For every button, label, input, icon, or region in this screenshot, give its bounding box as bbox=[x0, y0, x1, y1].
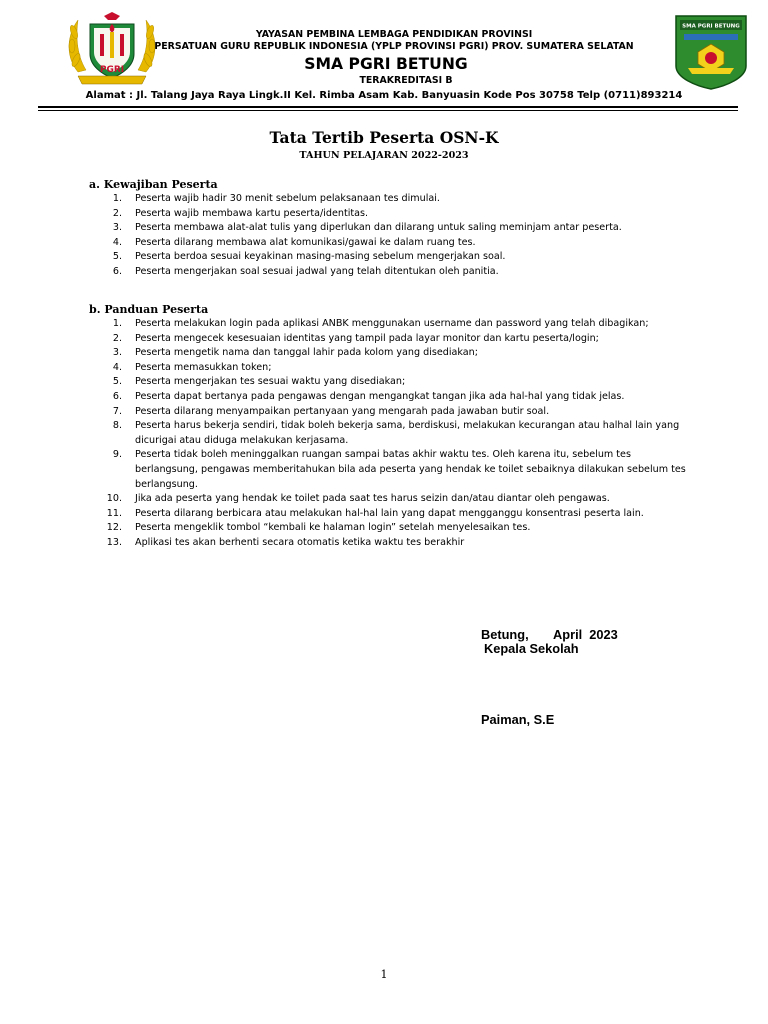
list-item-number: 5. bbox=[112, 251, 122, 263]
list-item-number: 6. bbox=[112, 265, 122, 277]
list-item-text: Peserta wajib membawa kartu peserta/identitas. bbox=[135, 207, 369, 219]
list-item-number: 4. bbox=[112, 361, 122, 373]
list-item bbox=[100, 507, 720, 522]
list-item bbox=[100, 317, 720, 332]
list-item bbox=[100, 265, 720, 280]
list-item-text: Peserta mengetik nama dan tanggal lahir pada kolom yang disediakan; bbox=[135, 347, 478, 359]
document-title: Tata Tertib Peserta OSN-K bbox=[269, 128, 499, 147]
list-item bbox=[100, 405, 720, 420]
list-item-text: Peserta mengerjakan tes sesuai waktu yang disediakan; bbox=[135, 376, 406, 388]
list-item-number: 9. bbox=[112, 449, 122, 461]
list-item-text: Peserta dilarang menyampaikan pertanyaan yang mengarah pada jawaban butir soal. bbox=[135, 405, 550, 417]
letterhead-yayasan: YAYASAN PEMBINA LEMBAGA PENDIDIKAN PROVINSI bbox=[255, 29, 533, 40]
list-item bbox=[100, 375, 720, 390]
list-item-number: 1. bbox=[112, 318, 122, 329]
list-item-text: Peserta dapat bertanya pada pengawas dengan mengangkat tangan jika ada hal-hal yang tidak jelas. bbox=[135, 390, 625, 402]
list-item bbox=[100, 492, 720, 507]
list-item-number: 1. bbox=[112, 193, 122, 204]
list-item-text: Peserta mengecek kesesuaian identitas yang tampil pada layar monitor dan kartu peserta/login; bbox=[135, 332, 599, 344]
list-item bbox=[100, 250, 720, 265]
list-item-number: 3. bbox=[112, 222, 122, 234]
list-item-number: 7. bbox=[112, 405, 122, 417]
list-item bbox=[100, 332, 720, 347]
section-b-list bbox=[100, 317, 720, 551]
signature-name: Paiman, S.E bbox=[481, 712, 555, 727]
list-item-text: Peserta berdoa sesuai keyakinan masing-masing sebelum mengerjakan soal. bbox=[135, 251, 506, 263]
list-item-number: 3. bbox=[112, 347, 122, 359]
list-item-number: 10. bbox=[106, 493, 122, 505]
list-item bbox=[100, 448, 720, 492]
list-item-text: Peserta mengerjakan soal sesuai jadwal yang telah ditentukan oleh panitia. bbox=[135, 265, 499, 277]
list-item-text: Peserta melakukan login pada aplikasi ANBK menggunakan username dan password yang telah dibagikan; bbox=[135, 318, 649, 329]
list-item bbox=[100, 346, 720, 361]
list-item-text: Peserta mengeklik tombol “kembali ke halaman login” setelah menyelesaikan tes. bbox=[135, 522, 531, 534]
letterhead-school-name: SMA PGRI BETUNG bbox=[304, 55, 468, 73]
list-item bbox=[100, 207, 720, 222]
letterhead-divider-thick bbox=[38, 106, 738, 108]
list-item-number: 4. bbox=[112, 236, 122, 248]
list-item-number: 2. bbox=[112, 207, 122, 219]
list-item-text: Peserta dilarang berbicara atau melakukan hal-hal lain yang dapat mengganggu konsentrasi peserta lain. bbox=[135, 507, 644, 519]
list-item bbox=[100, 390, 720, 405]
list-item-text: Peserta membawa alat-alat tulis yang diperlukan dan dilarang untuk saling meminjam antar peserta. bbox=[135, 222, 622, 234]
list-item bbox=[100, 536, 720, 551]
list-item-text: Aplikasi tes akan berhenti secara otomatis ketika waktu tes berakhir bbox=[135, 536, 465, 548]
section-b-heading: b. Panduan Peserta bbox=[89, 303, 209, 316]
list-item bbox=[100, 521, 720, 536]
list-item-number: 12. bbox=[106, 522, 122, 534]
list-item-text: Peserta harus bekerja sendiri, tidak boleh bekerja sama, berdiskusi, melakukan kecurangan atau halhal lain yang dicurigai atau diduga melakukan kerjasama. bbox=[135, 420, 680, 446]
list-item bbox=[100, 221, 720, 236]
list-item-text: Peserta tidak boleh meninggalkan ruangan sampai batas akhir waktu tes. Oleh karena itu, sebelum tes berlangsung, pengawas memberitahukan bila ada peserta yang hendak ke toilet sebaiknya dilakukan sebelum tes berlangsung. bbox=[135, 449, 686, 490]
signature-role: Kepala Sekolah bbox=[484, 641, 579, 656]
document-subtitle: TAHUN PELAJARAN 2022-2023 bbox=[299, 150, 469, 161]
list-item-text: Jika ada peserta yang hendak ke toilet pada saat tes harus seizin dan/atau diantar oleh pengawas. bbox=[135, 493, 610, 505]
signature-place-date: Betung, April 2023 bbox=[481, 627, 618, 642]
list-item-number: 2. bbox=[112, 332, 122, 344]
list-item bbox=[100, 419, 720, 448]
letterhead-address: Alamat : Jl. Talang Jaya Raya Lingk.II Kel. Rimba Asam Kab. Banyuasin Kode Pos 30758 Telp (0711)893214 bbox=[85, 90, 683, 101]
section-a-heading: a. Kewajiban Peserta bbox=[89, 178, 218, 191]
section-a-list bbox=[100, 192, 720, 280]
list-item bbox=[100, 361, 720, 376]
list-item-number: 13. bbox=[106, 536, 122, 548]
svg-text:SMA PGRI BETUNG: SMA PGRI BETUNG bbox=[682, 23, 740, 30]
list-item bbox=[100, 192, 720, 207]
letterhead-divider-thin bbox=[38, 110, 738, 111]
list-item-text: Peserta wajib hadir 30 menit sebelum pelaksanaan tes dimulai. bbox=[135, 193, 440, 204]
letterhead-organization: PERSATUAN GURU REPUBLIK INDONESIA (YPLP PROVINSI PGRI) PROV. SUMATERA SELATAN bbox=[154, 41, 634, 52]
page-number: 1 bbox=[380, 968, 388, 981]
list-item bbox=[100, 236, 720, 251]
list-item-number: 11. bbox=[106, 507, 122, 519]
list-item-number: 6. bbox=[112, 390, 122, 402]
list-item-text: Peserta dilarang membawa alat komunikasi/gawai ke dalam ruang tes. bbox=[135, 236, 476, 248]
svg-text:PGRI: PGRI bbox=[99, 65, 125, 75]
letterhead-accreditation: TERAKREDITASI B bbox=[359, 75, 453, 86]
list-item-text: Peserta memasukkan token; bbox=[135, 361, 272, 373]
list-item-number: 8. bbox=[112, 420, 122, 432]
list-item-number: 5. bbox=[112, 376, 122, 388]
